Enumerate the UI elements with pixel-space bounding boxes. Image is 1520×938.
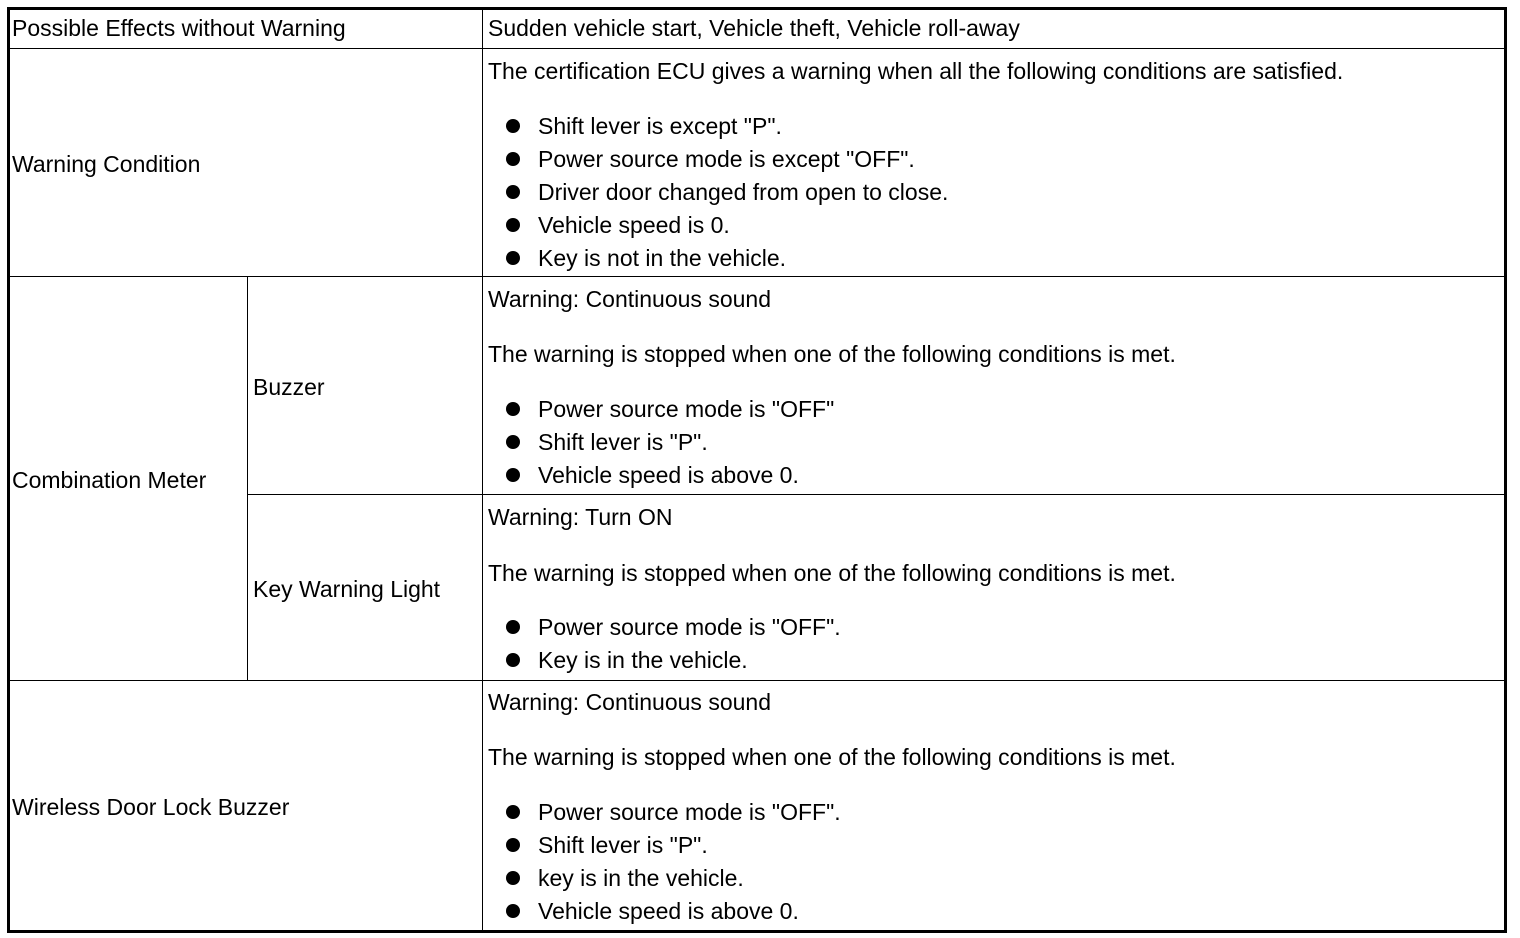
wireless-list [488,799,841,931]
buzzer-warning: Warning: Continuous sound [488,286,771,312]
effects-label: Possible Effects without Warning [12,15,346,41]
list-item: Vehicle speed is above 0. [488,462,834,495]
bullet-icon [506,185,520,199]
wireless-warning: Warning: Continuous sound [488,689,771,715]
wireless-door-lock-label: Wireless Door Lock Buzzer [12,794,290,820]
key-light-warning: Warning: Turn ON [488,504,673,530]
subcolumn-divider [247,276,248,680]
bullet-icon [506,871,520,885]
column-divider [482,8,483,931]
bullet-icon [506,119,520,133]
key-light-list [488,614,841,680]
bullet-icon [506,838,520,852]
list-item: Driver door changed from open to close. [488,179,948,212]
list-item: Power source mode is except "OFF". [488,146,948,179]
warning-condition-label: Warning Condition [12,151,201,177]
warning-condition-list [488,113,948,278]
list-item: Power source mode is "OFF" [488,396,834,429]
row-divider [8,680,1506,681]
list-item: Power source mode is "OFF". [488,614,841,647]
row-divider [247,494,1506,495]
warning-condition-intro: The certification ECU gives a warning when all the following conditions are satisfied. [488,58,1344,84]
list-item: Vehicle speed is 0. [488,212,948,245]
bullet-icon [506,653,520,667]
list-item: Power source mode is "OFF". [488,799,841,832]
list-item: key is in the vehicle. [488,865,841,898]
list-item: Key is not in the vehicle. [488,245,948,278]
buzzer-label: Buzzer [253,374,325,400]
bullet-icon [506,620,520,634]
bullet-icon [506,218,520,232]
list-item: Shift lever is "P". [488,832,841,865]
key-warning-light-label: Key Warning Light [253,576,441,602]
wireless-stop-text: The warning is stopped when one of the following conditions is met. [488,744,1176,770]
combination-meter-label: Combination Meter [12,467,207,493]
bullet-icon [506,805,520,819]
key-light-stop-text: The warning is stopped when one of the following conditions is met. [488,560,1176,586]
effects-value: Sudden vehicle start, Vehicle theft, Vehicle roll-away [488,15,1020,41]
list-item: Shift lever is "P". [488,429,834,462]
bullet-icon [506,904,520,918]
list-item: Shift lever is except "P". [488,113,948,146]
bullet-icon [506,435,520,449]
bullet-icon [506,402,520,416]
list-item: Vehicle speed is above 0. [488,898,841,931]
row-divider [8,48,1506,49]
bullet-icon [506,251,520,265]
buzzer-list [488,396,834,495]
list-item: Key is in the vehicle. [488,647,841,680]
bullet-icon [506,468,520,482]
buzzer-stop-text: The warning is stopped when one of the following conditions is met. [488,341,1176,367]
bullet-icon [506,152,520,166]
